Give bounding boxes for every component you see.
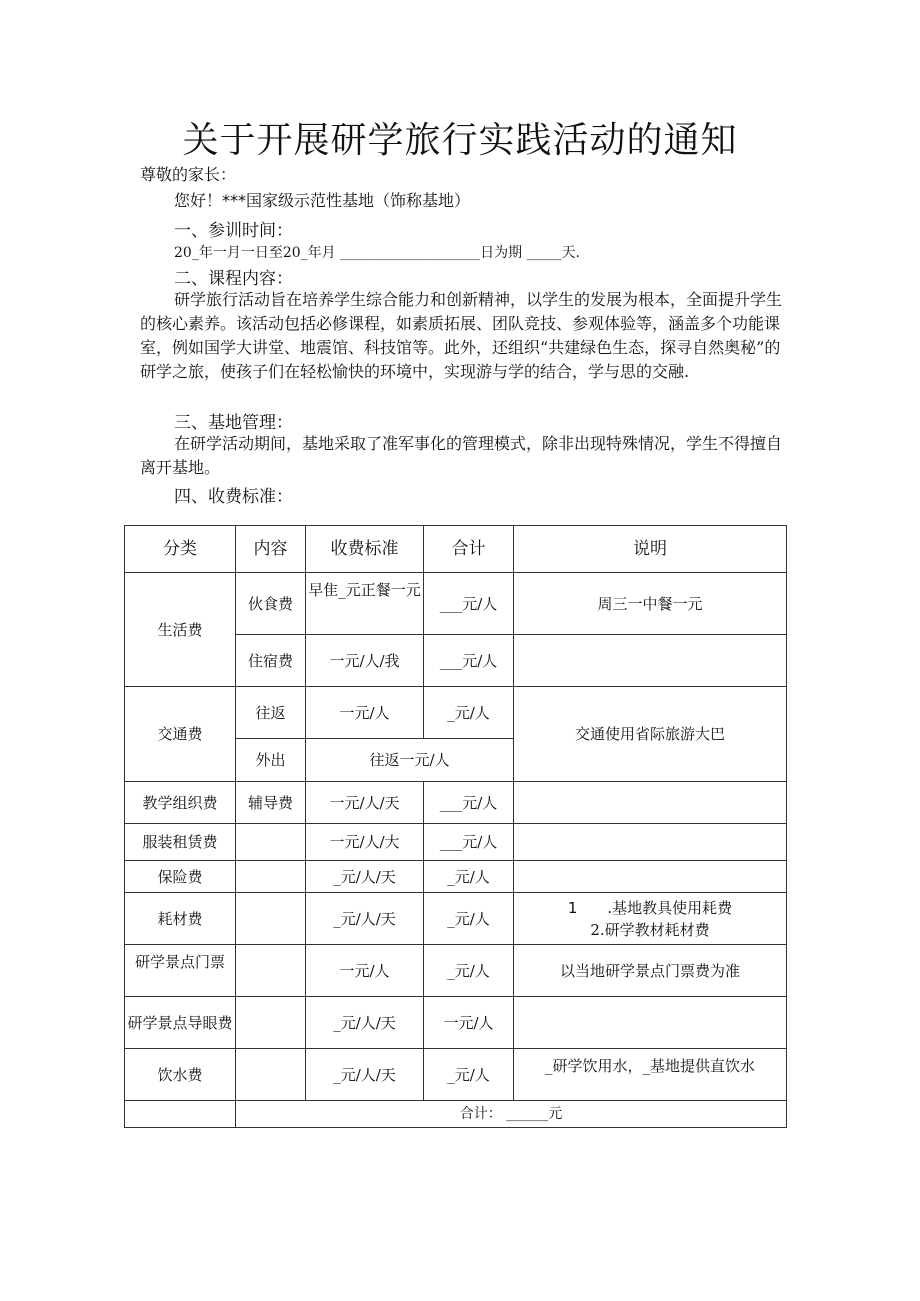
total-cell: _元/人 [424,687,514,739]
item-cell: 外出 [236,739,306,782]
standard-cell: 一元/人/天 [306,782,424,824]
category-cell: 保险费 [125,861,236,893]
total-cell: ___元/人 [424,573,514,635]
item-cell: 辅导费 [236,782,306,824]
category-cell: 生活费 [125,573,236,687]
page-title: 关于开展研学旅行实践活动的通知 [182,120,738,161]
standard-cell: _元/人/天 [306,861,424,893]
standard-cell: _元/人/天 [306,997,424,1049]
note-cell [514,861,787,893]
total-cell: _元/人 [424,945,514,997]
note-line [516,897,784,919]
table-row [125,824,787,861]
table-row [125,997,787,1049]
training-time-line: 20_年一月一日至20_年月 ____________________日为期 _____天. [174,245,580,261]
category-cell: 耗材费 [125,893,236,945]
table-row [125,945,787,997]
note-line: 2.研学教材耗材费 [590,920,710,939]
standard-cell: 早隹_元正餐一元 [306,573,424,635]
grand-total-cell: 合计： ______元 [236,1101,787,1128]
item-cell [236,997,306,1049]
category-cell [125,1101,236,1128]
standard-cell: 往返一元/人 [306,739,514,782]
item-cell: 往返 [236,687,306,739]
note-cell [514,893,787,945]
category-cell: 交通费 [125,687,236,782]
category-cell: 研学景点导眼费 [125,997,236,1049]
total-cell: ___元/人 [424,635,514,687]
item-cell [236,893,306,945]
standard-cell: 一元/人/我 [306,635,424,687]
item-cell: 住宿费 [236,635,306,687]
note-cell [514,824,787,861]
table-row [125,1049,787,1101]
note-cell [514,997,787,1049]
table-row [125,782,787,824]
table-row [125,573,787,635]
note-cell: 周三一中餐一元 [514,573,787,635]
total-cell: 一元/人 [424,997,514,1049]
total-cell: ___元/人 [424,824,514,861]
total-cell: _元/人 [424,1049,514,1101]
section-3-heading: 三、基地管理： [174,413,293,433]
standard-cell: 一元/人/大 [306,824,424,861]
table-total-row [125,1101,787,1128]
section-4-heading: 四、收费标准： [174,487,293,507]
section-2-heading: 二、课程内容： [174,269,293,289]
header-cell: 收费标准 [306,526,424,573]
hello-line: 您好！***国家级示范性基地（饰称基地） [174,191,471,210]
category-cell: 饮水费 [125,1049,236,1101]
section-1-heading: 一、参训时间： [174,221,293,241]
total-cell: ___元/人 [424,782,514,824]
note-cell: _研学饮用水，_基地提供直饮水 [514,1049,787,1101]
management-paragraph: 在研学活动期间，基地采取了准军事化的管理模式，除非出现特殊情况，学生不得擅自离开基地。 [140,434,783,477]
standard-cell: _元/人/天 [306,1049,424,1101]
total-cell: _元/人 [424,893,514,945]
note-cell [514,635,787,687]
category-cell: 服装租赁费 [125,824,236,861]
item-cell [236,1049,306,1101]
header-cell: 合计 [424,526,514,573]
total-cell: _元/人 [424,861,514,893]
standard-cell: 一元/人 [306,945,424,997]
fee-table [124,525,787,1128]
note-cell: 以当地研学景点门票费为准 [514,945,787,997]
item-cell [236,824,306,861]
note-text: .基地教具使用耗费 [607,898,733,917]
category-cell: 研学景点门票 [125,945,236,997]
course-content-paragraph: 研学旅行活动旨在培养学生综合能力和创新精神，以学生的发展为根本，全面提升学生的核心素养。该活动包括必修课程，如素质拓展、团队竞技、参观体验等，涵盖多个功能课室，例如国学大讲堂、地震馆、科技馆等。此外，还组织“共建绿色生态，探寻自然奥秘”的研学之旅，使孩子们在轻松愉快的环境中，实现游与学的结合，学与思的交融. [140,290,783,381]
category-cell: 教学组织费 [125,782,236,824]
item-cell [236,945,306,997]
note-number: 1 [567,898,578,917]
item-cell: 伙食费 [236,573,306,635]
standard-cell: _元/人/天 [306,893,424,945]
standard-cell: 一元/人 [306,687,424,739]
table-row [125,861,787,893]
greeting: 尊敬的家长： [140,165,237,184]
table-header-row [125,526,787,573]
note-cell [514,782,787,824]
item-cell [236,861,306,893]
note-cell: 交通使用省际旅游大巴 [514,687,787,782]
table-row [125,893,787,945]
table-row [125,687,787,739]
header-cell: 内容 [236,526,306,573]
header-cell: 说明 [514,526,787,573]
header-cell: 分类 [125,526,236,573]
